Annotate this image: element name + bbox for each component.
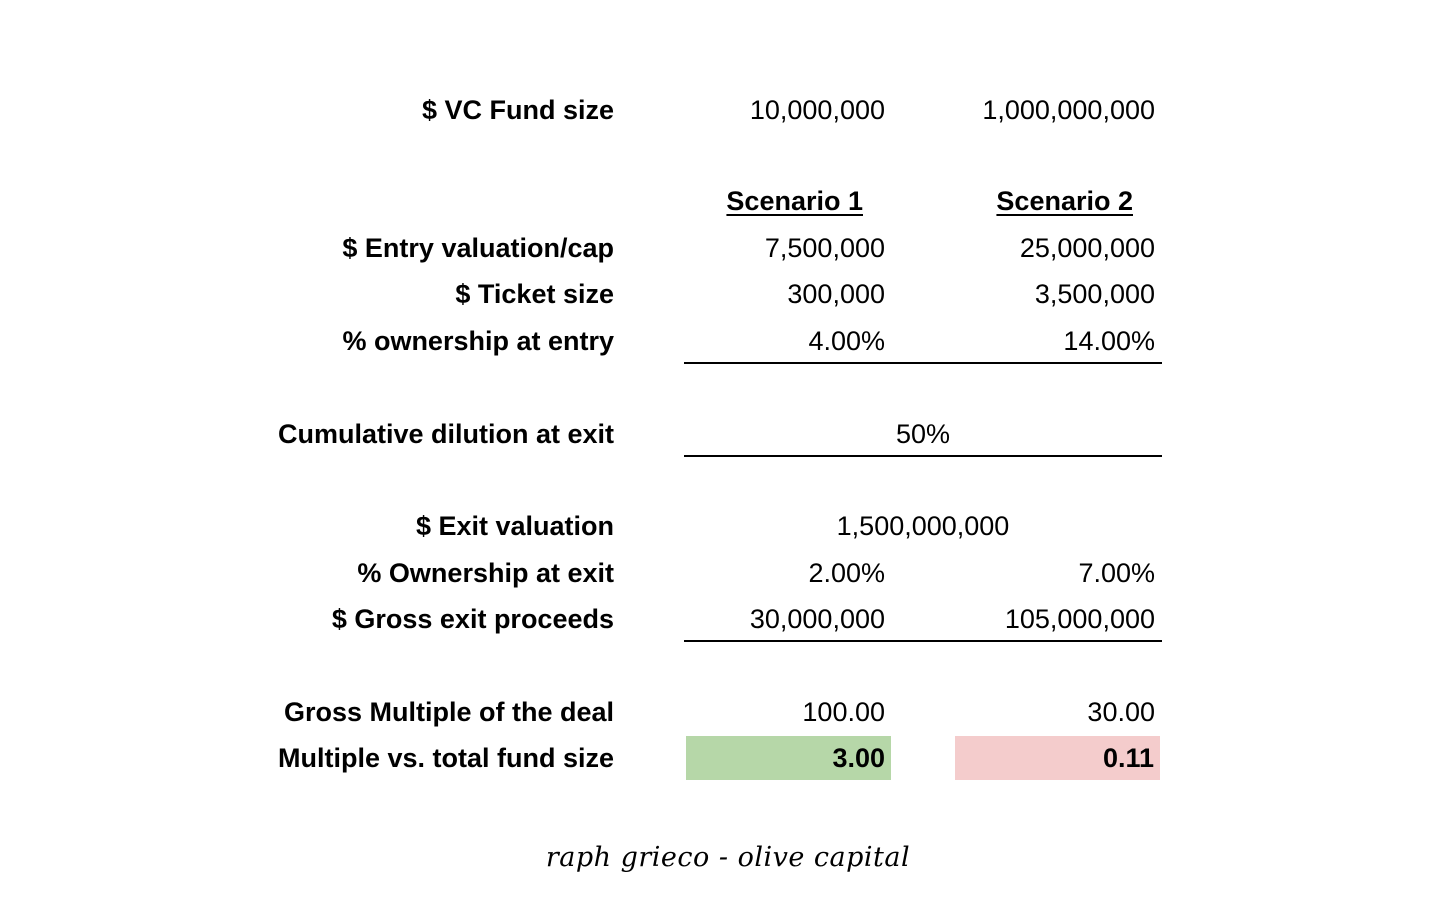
fund-size-scenario1: 10,000,000	[749, 95, 885, 125]
entry-valuation-row	[0, 225, 1456, 271]
dilution-value: 50%	[895, 419, 951, 449]
divider-line	[684, 455, 1162, 457]
ownership-exit-label: % Ownership at exit	[357, 558, 614, 588]
ownership-entry-label: % ownership at entry	[342, 326, 614, 356]
fund-size-label: $ VC Fund size	[421, 95, 614, 125]
exit-valuation-row	[0, 503, 1456, 549]
ticket-size-row	[0, 271, 1456, 317]
ownership-entry-row	[0, 318, 1456, 364]
exit-valuation-value: 1,500,000,000	[836, 511, 1010, 541]
fund-size-row	[0, 87, 1456, 133]
gross-proceeds-label: $ Gross exit proceeds	[331, 604, 614, 634]
fund-multiple-scenario2-cell	[955, 736, 1160, 780]
ownership-exit-scenario1: 2.00%	[808, 558, 885, 588]
ticket-size-scenario2: 3,500,000	[1034, 279, 1155, 309]
dilution-label: Cumulative dilution at exit	[277, 419, 614, 449]
ownership-exit-row	[0, 550, 1456, 596]
gross-multiple-scenario2: 30.00	[1087, 697, 1155, 727]
fund-multiple-label: Multiple vs. total fund size	[277, 743, 614, 773]
fund-multiple-scenario1-cell	[686, 736, 891, 780]
ownership-entry-scenario2: 14.00%	[1063, 326, 1155, 356]
gross-proceeds-scenario2: 105,000,000	[1004, 604, 1155, 634]
gross-proceeds-scenario1: 30,000,000	[749, 604, 885, 634]
ticket-size-label: $ Ticket size	[455, 279, 614, 309]
exit-valuation-label: $ Exit valuation	[415, 511, 614, 541]
fund-multiple-scenario2: 0.11	[1102, 743, 1154, 773]
entry-valuation-label: $ Entry valuation/cap	[342, 233, 614, 263]
ticket-size-scenario1: 300,000	[787, 279, 885, 309]
gross-multiple-row	[0, 689, 1456, 735]
signature: raph grieco - olive capital	[545, 842, 911, 873]
divider-line	[684, 640, 1162, 642]
dilution-row	[0, 411, 1456, 457]
scenario1-header: Scenario 1	[726, 186, 863, 216]
entry-valuation-scenario2: 25,000,000	[1019, 233, 1155, 263]
gross-multiple-label: Gross Multiple of the deal	[283, 697, 614, 727]
gross-multiple-scenario1: 100.00	[802, 697, 885, 727]
entry-valuation-scenario1: 7,500,000	[764, 233, 885, 263]
gross-proceeds-row	[0, 596, 1456, 642]
divider-line	[684, 362, 1162, 364]
scenario2-header: Scenario 2	[996, 186, 1133, 216]
fund-size-scenario2: 1,000,000,000	[982, 95, 1155, 125]
ownership-exit-scenario2: 7.00%	[1078, 558, 1155, 588]
scenario-header-row	[0, 178, 1456, 224]
ownership-entry-scenario1: 4.00%	[808, 326, 885, 356]
fund-multiple-scenario1: 3.00	[832, 743, 885, 773]
